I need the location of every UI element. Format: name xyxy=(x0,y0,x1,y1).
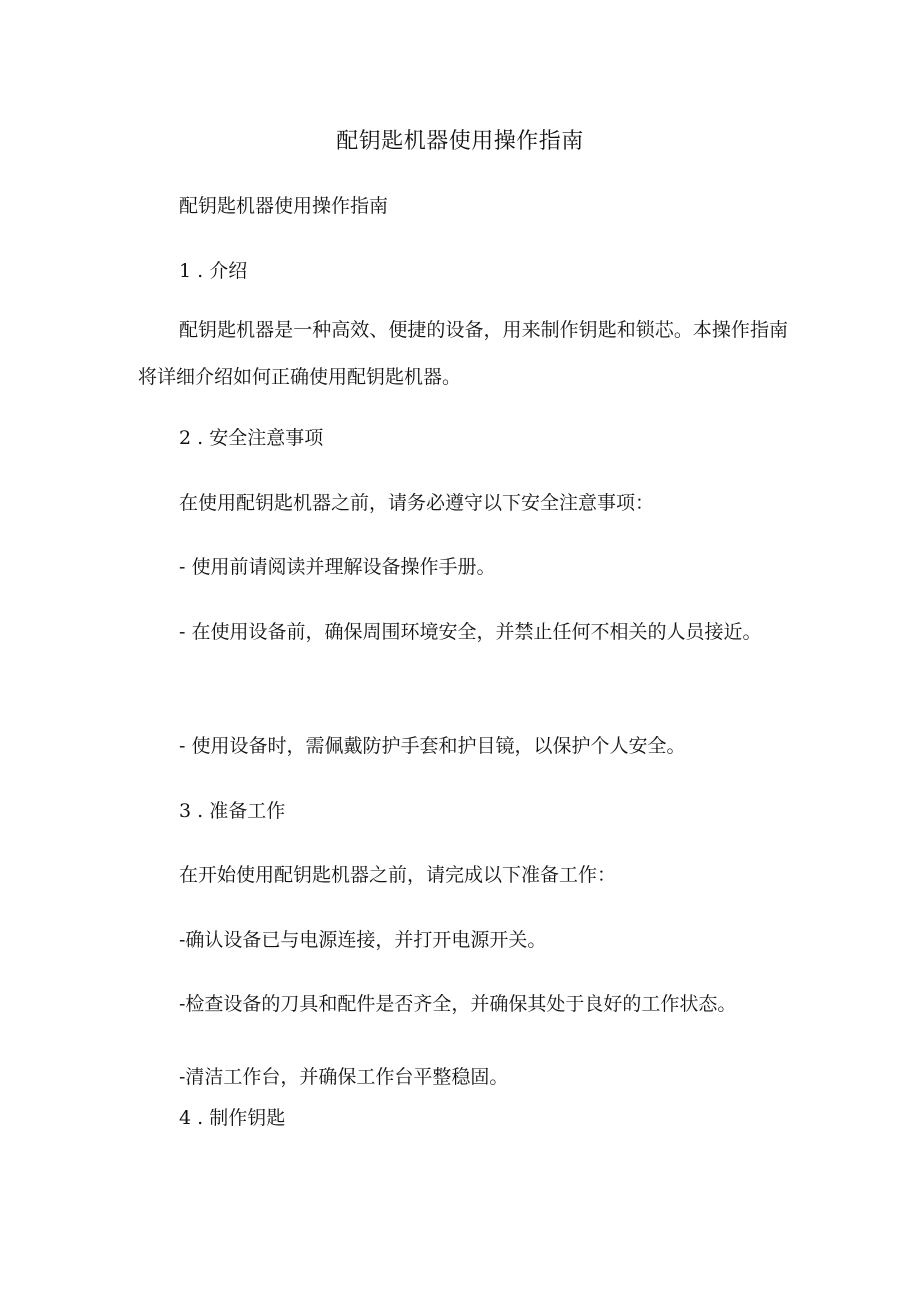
section-3-item-1: -确认设备已与电源连接，并打开电源开关。 xyxy=(179,929,547,951)
section-4-heading: 4 . 制作钥匙 xyxy=(179,1107,286,1129)
section-2-item-1: - 使用前请阅读并理解设备操作手册。 xyxy=(179,556,496,578)
section-2-intro: 在使用配钥匙机器之前，请务必遵守以下安全注意事项： xyxy=(179,492,655,514)
section-3-item-2: -检查设备的刀具和配件是否齐全，并确保其处于良好的工作状态。 xyxy=(179,993,737,1015)
document-subtitle: 配钥匙机器使用操作指南 xyxy=(179,195,389,217)
section-2-item-3: - 使用设备时，需佩戴防护手套和护目镜，以保护个人安全。 xyxy=(179,735,686,757)
document-title: 配钥匙机器使用操作指南 xyxy=(336,129,584,154)
section-2-item-2: - 在使用设备前，确保周围环境安全，并禁止任何不相关的人员接近。 xyxy=(179,621,762,643)
section-3-heading: 3 . 准备工作 xyxy=(179,800,286,822)
section-3-item-3: -清洁工作台，并确保工作台平整稳固。 xyxy=(179,1066,509,1088)
section-3-intro: 在开始使用配钥匙机器之前，请完成以下准备工作： xyxy=(179,864,617,886)
section-1-heading: 1 . 介绍 xyxy=(179,260,248,282)
section-1-paragraph: 配钥匙机器是一种高效、便捷的设备，用来制作钥匙和锁芯。本操作指南将详细介绍如何正确使用配钥匙机器。 xyxy=(138,319,788,388)
section-2-heading: 2 . 安全注意事项 xyxy=(179,427,324,449)
